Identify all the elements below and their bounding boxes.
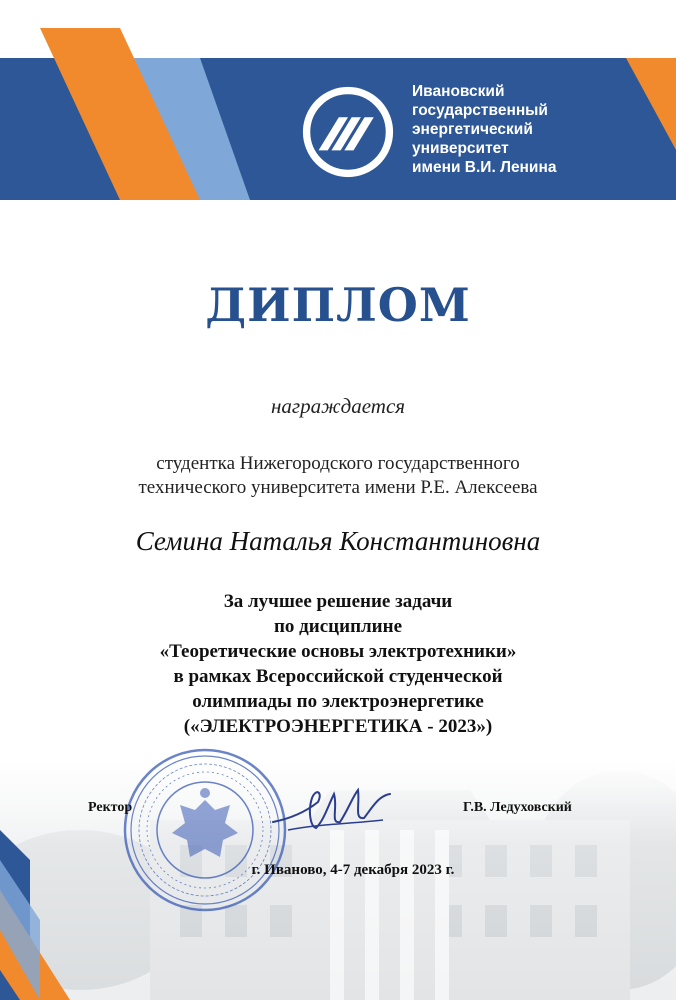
award-reason (0, 589, 676, 739)
university-name (412, 82, 662, 177)
university-name-line: университет (412, 140, 509, 157)
reason-line: «Теоретические основы электротехники» (159, 641, 517, 662)
student-line: технического университета имени Р.Е. Алексеева (138, 477, 538, 498)
reason-line: («ЭЛЕКТРОЭНЕРГЕТИКА - 2023») (183, 716, 493, 737)
rector-label: Ректор (88, 800, 133, 815)
signature-icon (268, 780, 398, 840)
recipient-name: Семина Наталья Константиновна (135, 526, 541, 556)
diploma-title: ДИПЛОМ (205, 278, 471, 332)
reason-line: по дисциплине (273, 616, 403, 637)
student-description (0, 452, 676, 500)
reason-line: в рамках Всероссийской студенческой (173, 666, 503, 687)
reason-line: олимпиады по электроэнергетике (192, 691, 484, 712)
ispu-logo-icon (302, 86, 394, 178)
rector-name: Г.В. Ледуховский (463, 800, 572, 815)
university-name-line: энергетический (412, 121, 533, 138)
university-name-line: имени В.И. Ленина (412, 159, 557, 176)
reason-line: За лучшее решение задачи (223, 591, 453, 612)
official-seal-icon (120, 745, 290, 915)
student-line: студентка Нижегородского государственного (156, 453, 520, 474)
university-name-line: Ивановский (412, 83, 505, 100)
awarded-text: награждается (270, 394, 406, 418)
university-name-line: государственный (412, 102, 548, 119)
place-date: г. Иваново, 4-7 декабря 2023 г. (251, 862, 455, 878)
